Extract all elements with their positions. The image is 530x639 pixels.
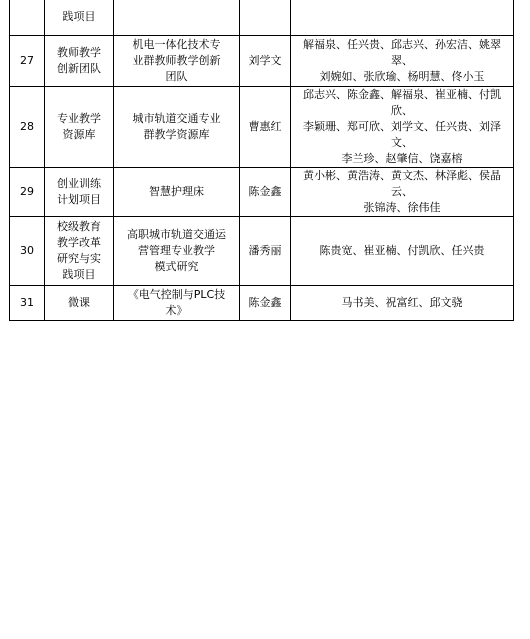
table-row [10,285,514,320]
project-type-cell: 校级教育 教学改革 研究与实 践项目 [45,216,114,285]
row-number-cell: 29 [10,167,45,216]
project-members-cell: 马书美、祝富红、邱文骁 [291,285,514,320]
table-row-continued [10,0,514,35]
project-leader-cell: 陈金鑫 [240,285,291,320]
project-members-cell: 黄小彬、黄浩涛、黄文杰、林泽彪、侯晶云、 张锦涛、徐伟佳 [291,167,514,216]
table-row [10,216,514,285]
project-type-cell: 微课 [45,285,114,320]
project-leader-cell: 潘秀丽 [240,216,291,285]
project-name-cell: 智慧护理床 [114,167,240,216]
project-members-cell: 陈贵宽、崔亚楠、付凯欣、任兴贵 [291,216,514,285]
project-type-cell: 专业教学 资源库 [45,86,114,167]
project-type-cell: 践项目 [45,0,114,35]
row-number-cell: 31 [10,285,45,320]
table-row [10,167,514,216]
project-leader-cell: 陈金鑫 [240,167,291,216]
project-members-cell [291,0,514,35]
project-leader-cell: 曹惠红 [240,86,291,167]
row-number-cell [10,0,45,35]
project-name-cell [114,0,240,35]
project-name-cell: 机电一体化技术专 业群教师教学创新 团队 [114,35,240,86]
project-leader-cell [240,0,291,35]
project-name-cell: 城市轨道交通专业 群教学资源库 [114,86,240,167]
project-name-cell: 高职城市轨道交通运 营管理专业教学 模式研究 [114,216,240,285]
row-number-cell: 27 [10,35,45,86]
project-name-cell: 《电气控制与PLC技 术》 [114,285,240,320]
project-leader-cell: 刘学文 [240,35,291,86]
project-members-cell: 解福泉、任兴贵、邱志兴、孙宏洁、姚翠翠、 刘婉如、张欣瑜、杨明慧、佟小玉 [291,35,514,86]
table-row [10,86,514,167]
table-row [10,35,514,86]
row-number-cell: 28 [10,86,45,167]
project-table [9,0,514,321]
project-type-cell: 教师教学 创新团队 [45,35,114,86]
row-number-cell: 30 [10,216,45,285]
project-type-cell: 创业训练 计划项目 [45,167,114,216]
project-members-cell: 邱志兴、陈金鑫、解福泉、崔亚楠、付凯欣、 李颖珊、郑可欣、刘学文、任兴贵、刘泽文、 李兰珍、赵肇信、饶嘉榕 [291,86,514,167]
